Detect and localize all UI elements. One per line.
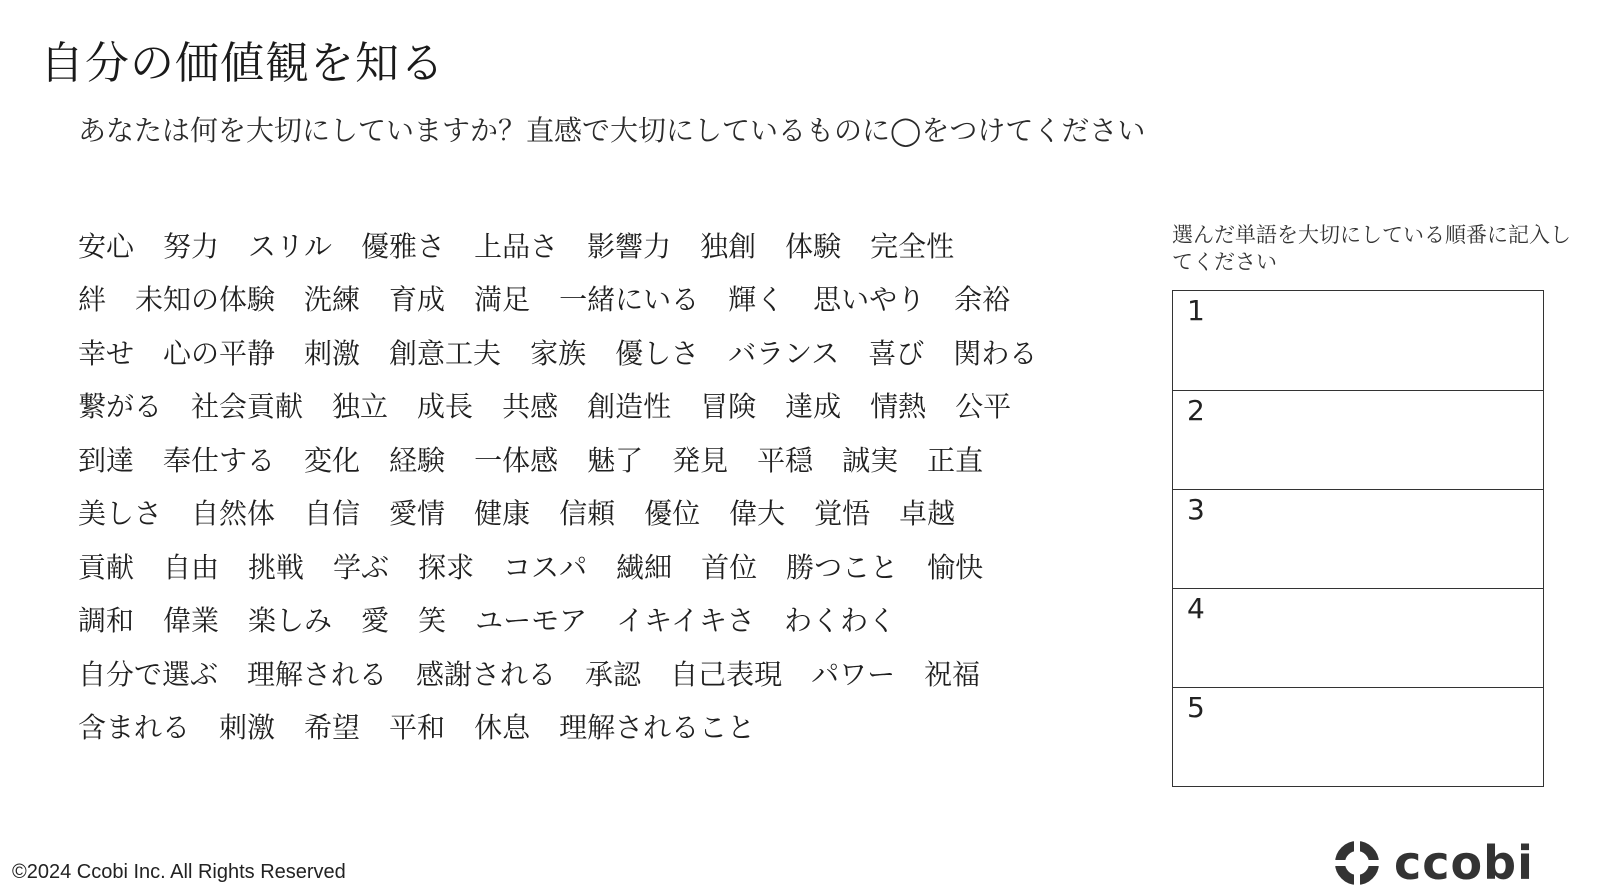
value-word[interactable]: バランス (728, 336, 840, 370)
value-word[interactable]: 理解される (247, 657, 388, 691)
value-word[interactable]: 満足 (474, 283, 531, 317)
value-word[interactable]: 奉仕する (163, 443, 276, 477)
copyright-text: ©2024 Ccobi Inc. All Rights Reserved (12, 861, 346, 883)
value-word[interactable]: 調和 (78, 604, 135, 638)
value-word[interactable]: 創造性 (587, 390, 672, 424)
value-word[interactable]: 自分で選ぶ (78, 657, 219, 691)
value-word[interactable]: 未知の体験 (135, 283, 276, 317)
value-word[interactable]: ユーモア (475, 604, 588, 638)
value-word[interactable]: 余裕 (954, 283, 1011, 317)
value-word[interactable]: 承認 (585, 657, 642, 691)
value-word[interactable]: 絆 (78, 283, 107, 317)
value-word[interactable]: 勝つこと (786, 550, 899, 584)
value-word[interactable]: 楽しみ (248, 604, 333, 638)
value-word[interactable]: 自由 (163, 550, 220, 584)
value-word[interactable]: 含まれる (78, 711, 191, 745)
value-word[interactable]: 休息 (474, 711, 531, 745)
value-word[interactable]: イキイキさ (616, 604, 755, 638)
value-word[interactable]: 理解されること (559, 711, 756, 745)
brand-logo (1334, 838, 1534, 888)
value-word[interactable]: 自然体 (191, 497, 276, 531)
ranking-instruction: 選んだ単語を大切にしている順番に記入してください (1172, 223, 1571, 274)
page-title: 自分の価値観を知る (40, 38, 445, 89)
value-word[interactable]: 完全性 (870, 229, 955, 263)
value-word[interactable]: 安心 (78, 229, 135, 263)
rank-number: 4 (1187, 592, 1205, 625)
value-word[interactable]: 学ぶ (333, 550, 390, 584)
word-row (78, 327, 1138, 381)
value-word[interactable]: 覚悟 (814, 497, 871, 531)
value-word[interactable]: 経験 (389, 443, 446, 477)
value-word[interactable]: 偉大 (729, 497, 786, 531)
value-word[interactable]: 創意工夫 (389, 336, 502, 370)
value-word[interactable]: 家族 (530, 336, 587, 370)
value-word[interactable]: 育成 (389, 283, 446, 317)
value-word[interactable]: 成長 (417, 390, 474, 424)
value-word[interactable]: 誠実 (842, 443, 899, 477)
value-word[interactable]: 卓越 (899, 497, 956, 531)
value-word[interactable]: 正直 (927, 443, 984, 477)
value-word[interactable]: パワー (811, 657, 896, 691)
value-word[interactable]: 喜び (868, 336, 925, 370)
word-row (78, 488, 1138, 542)
value-word[interactable]: 優しさ (615, 336, 700, 370)
value-word[interactable]: 独立 (332, 390, 389, 424)
word-row (78, 381, 1138, 435)
rank-slot[interactable] (1173, 291, 1543, 390)
rank-number: 3 (1187, 493, 1205, 526)
value-word[interactable]: 優位 (644, 497, 701, 531)
value-word[interactable]: 到達 (78, 443, 135, 477)
value-word[interactable]: 変化 (304, 443, 361, 477)
value-word[interactable]: 希望 (304, 711, 361, 745)
value-word[interactable]: わくわく (783, 604, 896, 638)
value-word[interactable]: 愉快 (927, 550, 984, 584)
value-word[interactable]: 健康 (474, 497, 531, 531)
value-word[interactable]: 思いやり (813, 283, 926, 317)
value-word[interactable]: 冒険 (700, 390, 757, 424)
ccobi-logo-icon (1334, 840, 1380, 886)
value-word[interactable]: 愛情 (389, 497, 446, 531)
value-word[interactable]: 努力 (163, 229, 220, 263)
value-word[interactable]: 探求 (418, 550, 475, 584)
word-row (78, 220, 1138, 274)
rank-number: 5 (1187, 691, 1205, 724)
word-row (78, 274, 1138, 328)
brand-name: ccobi (1394, 836, 1534, 890)
value-word[interactable]: 首位 (701, 550, 758, 584)
word-row (78, 434, 1138, 488)
value-word[interactable]: 偉業 (163, 604, 220, 638)
value-word[interactable]: 心の平静 (163, 336, 276, 370)
rank-slot[interactable] (1173, 489, 1543, 588)
word-row (78, 702, 1138, 756)
value-word[interactable]: 一緒にいる (559, 283, 700, 317)
rank-number: 2 (1187, 394, 1205, 427)
value-word[interactable]: 独創 (700, 229, 757, 263)
value-word[interactable]: 共感 (502, 390, 559, 424)
value-word[interactable]: 一体感 (474, 443, 559, 477)
value-word[interactable]: 自己表現 (670, 657, 783, 691)
value-word[interactable]: 発見 (672, 443, 729, 477)
value-word[interactable]: 魅了 (587, 443, 644, 477)
value-word[interactable]: 笑 (418, 604, 447, 638)
value-word[interactable]: 体験 (785, 229, 842, 263)
value-word[interactable]: 繊細 (616, 550, 673, 584)
value-word[interactable]: 上品さ (474, 229, 559, 263)
value-word[interactable]: 達成 (785, 390, 842, 424)
word-row (78, 648, 1138, 702)
rank-number: 1 (1187, 294, 1205, 327)
word-row (78, 595, 1138, 649)
rank-slot[interactable] (1173, 687, 1543, 786)
value-word[interactable]: 自信 (304, 497, 361, 531)
ranking-table (1172, 290, 1544, 787)
value-word[interactable]: 刺激 (219, 711, 276, 745)
rank-slot[interactable] (1173, 390, 1543, 489)
value-word[interactable]: 優雅さ (361, 229, 446, 263)
value-word[interactable]: 影響力 (587, 229, 672, 263)
value-word[interactable]: 美しさ (78, 497, 163, 531)
value-word[interactable]: スリル (248, 229, 333, 263)
value-word[interactable]: 貢献 (78, 550, 135, 584)
value-word[interactable]: 情熱 (870, 390, 927, 424)
value-word[interactable]: 幸せ (78, 336, 135, 370)
value-word[interactable]: 祝福 (924, 657, 981, 691)
instruction-text: あなたは何を大切にしていますか？直感で大切にしているものに◯をつけてください (78, 114, 1146, 147)
value-word[interactable]: 公平 (955, 390, 1012, 424)
word-row (78, 541, 1138, 595)
value-words-list (78, 220, 1138, 755)
value-word[interactable]: コスパ (503, 550, 588, 584)
value-word[interactable]: 輝く (728, 283, 785, 317)
value-word[interactable]: 関わる (953, 336, 1038, 370)
value-word[interactable]: 洗練 (304, 283, 361, 317)
value-word[interactable]: 刺激 (304, 336, 361, 370)
value-word[interactable]: 愛 (361, 604, 390, 638)
value-word[interactable]: 挑戦 (248, 550, 305, 584)
value-word[interactable]: 平穏 (757, 443, 814, 477)
value-word[interactable]: 感謝される (416, 657, 557, 691)
value-word[interactable]: 社会貢献 (191, 390, 304, 424)
value-word[interactable]: 平和 (389, 711, 446, 745)
value-word[interactable]: 繋がる (78, 390, 163, 424)
rank-slot[interactable] (1173, 588, 1543, 687)
value-word[interactable]: 信頼 (559, 497, 616, 531)
